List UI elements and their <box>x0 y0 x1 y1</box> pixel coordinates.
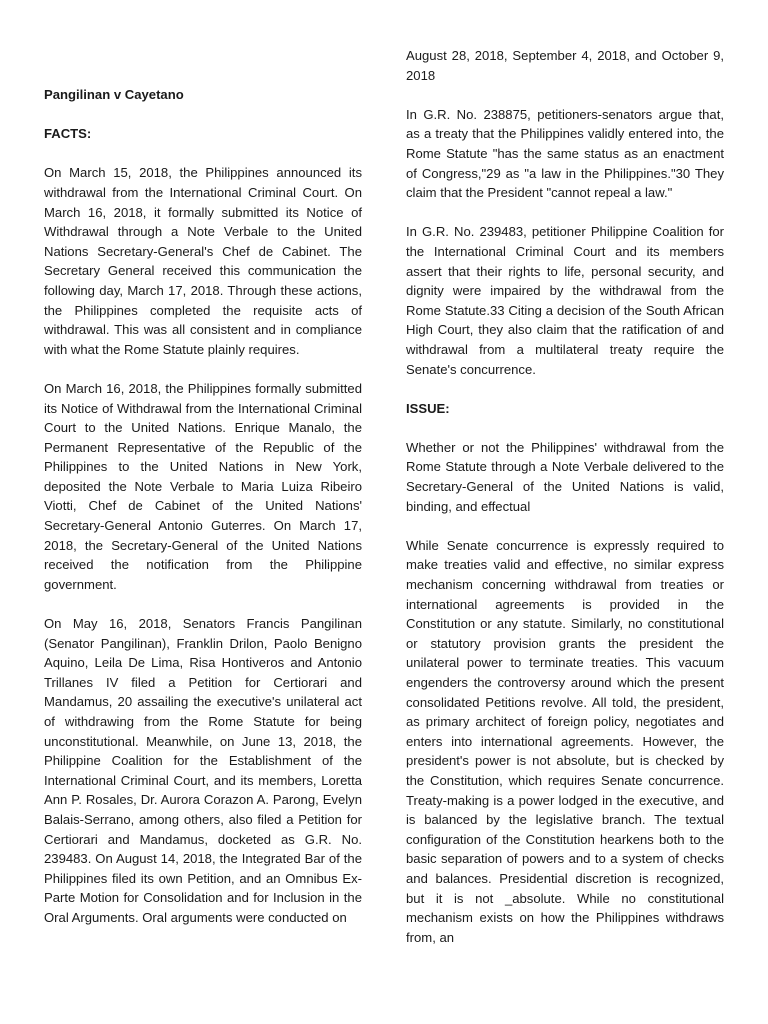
facts-paragraph-3: On May 16, 2018, Senators Francis Pangilinan (Senator Pangilinan), Franklin Drilon, Paolo Benigno Aquino, Leila De Lima, Risa Hontiveros and Antonio Trillanes IV filed a Petition for Certiorari and Mandamus, 20 assailing the executive's unilateral act of withdrawing from the Rome Statute for being unconstitutional. Meanwhile, on June 13, 2018, the Philippine Coalition for the Establishment of the International Criminal Court, and its members, Loretta Ann P. Rosales, Dr. Aurora Corazon A. Parong, Evelyn Balais-Serrano, among others, also filed a Petition for Certiorari and Mandamus, docketed as G.R. No. 239483. On August 14, 2018, the Integrated Bar of the Philippines filed its own Petition, and an Omnibus Ex-Parte Motion for Consolidation and for Inclusion in the Oral Arguments. Oral arguments were conducted on <box>44 616 362 925</box>
facts-heading: FACTS: <box>44 126 92 142</box>
facts-paragraph-3-continued: August 28, 2018, September 4, 2018, and October 9, 2018 <box>406 48 724 83</box>
facts-paragraph-2: On March 16, 2018, the Philippines formally submitted its Notice of Withdrawal from the International Criminal Court to the United Nations. Enrique Manalo, the Permanent Representative of the Republic of the Philippines to the United Nations in New York, deposited the Note Verbale to Maria Luiza Ribeiro Viotti, Chef de Cabinet of the United Nations' Secretary-General Antonio Guterres. On March 17, 2018, the Secretary-General of the United Nations received the notification from the Philippine government. <box>44 380 362 592</box>
facts-paragraph-5: In G.R. No. 239483, petitioner Philippine Coalition for the International Criminal Court and its members assert that their rights to life, personal security, and dignity were impaired by the withdrawal from the Rome Statute.33 Citing a decision of the South African High Court, they also claim that the ratification of and withdrawal from a multilateral treaty require the Senate's concurrence. <box>406 224 724 377</box>
facts-paragraph-1: On March 15, 2018, the Philippines announced its withdrawal from the International Criminal Court. On March 16, 2018, it formally submitted its Notice of Withdrawal through a Note Verbale to the United Nations Secretary-General's Chef de Cabinet. The Secretary General received this communication the following day, March 17, 2018. Through these actions, the Philippines completed the requisite acts of withdrawal. This was all consistent and in compliance with what the Rome Statute plainly requires. <box>44 165 362 357</box>
right-column <box>406 46 724 947</box>
ruling-paragraph: While Senate concurrence is expressly required to make treaties valid and effective, no similar express mechanism concerning withdrawal from treaties or international agreements is provided in the Constitution or any statute. Similarly, no constitutional or statutory provision grants the president the unilateral power to terminate treaties. This vacuum engenders the controversy around which the present consolidated Petitions revolve. All told, the president, as primary architect of foreign policy, negotiates and enters into international agreements. However, the president's power is not absolute, but is checked by the Constitution, which requires Senate concurrence. Treaty-making is a power lodged in the executive, and is balanced by the legislative branch. The textual configuration of the Constitution hearkens both to the basic separation of powers and to a system of checks and balances. Presidential discretion is recognized, but it is not _absolute. While no constitutional mechanism exists on how the Philippines withdraws from, an <box>406 537 724 945</box>
document-title: Pangilinan v Cayetano <box>44 87 184 102</box>
facts-paragraph-4: In G.R. No. 238875, petitioners-senators argue that, as a treaty that the Philippines validly entered into, the Rome Statute "has the same status as an enactment of Congress,"29 as "a law in the Philippines."30 They claim that the President "cannot repeal a law." <box>406 106 724 201</box>
issue-heading: ISSUE: <box>406 400 450 416</box>
issue-statement: Whether or not the Philippines' withdrawal from the Rome Statute through a Note Verbale delivered to the Secretary-General of the United Nations is valid, binding, and effectual <box>406 439 724 514</box>
left-column <box>44 85 362 928</box>
